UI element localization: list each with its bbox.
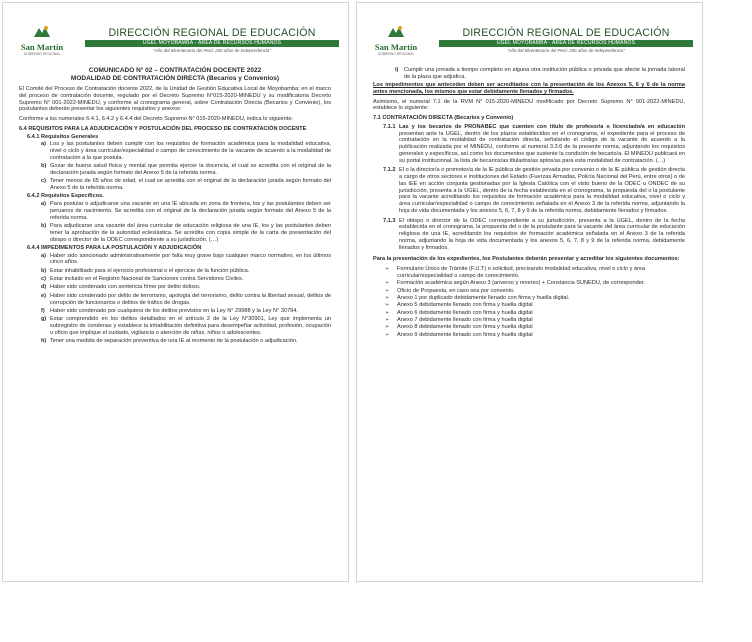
subsection-6-4-2: 6.4.2 Requisitos Específicos.: [27, 193, 104, 200]
list-item: [41, 163, 331, 177]
logo-name: San Martín: [20, 42, 64, 52]
list-item: [41, 316, 331, 336]
communique-title: [19, 67, 331, 82]
page-header: [367, 25, 692, 59]
impediments-list: [41, 253, 331, 345]
page-header: [13, 25, 338, 59]
arrow-bullet-icon: ➢: [385, 324, 390, 331]
item-letter: c): [41, 178, 46, 185]
general-requirements-list: [41, 141, 331, 191]
item-text: Formulario Único de Trámite (F.U.T) o solicitud, precisando modalidad educativa, nivel o ciclo y área curricular/especialidad o campo de conocimiento.: [397, 266, 646, 279]
numeral-text: presentan ante la UGEL, dentro de los plazos establecidos en el cronograma, el expediente para el proceso de contratación en la modalidad de contratación directa, señalando el código de la vacante de acuerdo a la publicación realizada por el MINEDU, conforme al numeral 3.3.6 de la presente norma, adjuntando los requisitos generales y específicos, así como los documentos que sustente la condición de becario/a. El MINEDU publicará en su portal institucional, la lista de becarios/as titulados/as aptos/as para esta modalidad de contratación. (…): [399, 130, 685, 164]
header-title: DIRECCIÓN REGIONAL DE EDUCACIÓN: [108, 27, 316, 39]
list-item: [395, 67, 685, 81]
item-letter: a): [41, 141, 46, 148]
header-subtitle: UGEL MOYOBAMBA - ÁREA DE RECURSOS HUMANOS: [85, 40, 339, 47]
item-text: Anexo 5 debidamente llenado con firma y huella digital: [397, 302, 533, 309]
numeral-7-1-2: [383, 167, 685, 214]
list-item: [41, 223, 331, 243]
arrow-bullet-icon: ➢: [385, 309, 390, 316]
arrow-bullet-icon: ➢: [385, 266, 390, 273]
header-motto: "Año del Bicentenario del Perú: 200 años de Independencia": [153, 48, 271, 53]
arrow-bullet-icon: ➢: [385, 294, 390, 301]
list-item: [41, 276, 331, 283]
logo-subtitle: GOBIERNO REGIONAL: [23, 52, 61, 56]
list-item: [41, 293, 331, 307]
item-text: Oficio de Propuesta, en caso sea por convenio.: [397, 287, 515, 294]
section-title: REQUISITOS PARA LA ADJUDICACIÓN Y POSTULACIÓN DEL PROCESO DE CONTRATACIÓN DOCENTE: [28, 125, 307, 132]
item-text: Tener menos de 65 años de edad, el cual se acredita con el original de la declaración jurada según formato del Anexo 5 de la referida norma.: [50, 178, 331, 192]
item-letter: c): [41, 276, 46, 283]
numeral-lead: Las y los becarios de PRONABEC que cuenten con título de profesor/a o licenciado/a en educación: [399, 123, 685, 130]
list-item: [41, 201, 331, 221]
arrow-bullet-icon: ➢: [385, 302, 390, 309]
item-letter: a): [41, 252, 46, 259]
header-text: [85, 27, 339, 54]
header-subtitle: UGEL MOYOBAMBA - ÁREA DE RECURSOS HUMANOS: [439, 40, 693, 47]
list-item: [385, 295, 685, 302]
logo: [13, 25, 71, 59]
list-item: [385, 288, 685, 295]
specific-requirements-list: [41, 201, 331, 243]
item-text: Cumplir una jornada a tiempo completo en alguna otra institución pública o privada que afecte la jornada laboral de la plaza que adjudica.: [404, 67, 685, 80]
item-letter: b): [41, 267, 47, 274]
list-item: [41, 268, 331, 275]
numeral-7-1-1: [383, 124, 685, 165]
impediments-note: Los impedimentos que anteceden deben ser acreditados con la presentación de los Anexos 5, 6 y 6 de la norma antes mencionada, los mismos que estar debidamente llenados y firmados.: [373, 82, 685, 95]
arrow-bullet-icon: ➢: [385, 331, 390, 338]
arrow-bullet-icon: ➢: [385, 316, 390, 323]
page-1: [3, 3, 348, 581]
arrow-bullet-icon: ➢: [385, 280, 390, 287]
page-1-content: [19, 67, 331, 346]
documents-list: [385, 266, 685, 338]
list-item: [41, 141, 331, 161]
documents-title: Para la presentación de los expedientes, los Postulantes deberán presentar y acreditar los siguientes documentos:: [373, 256, 680, 263]
item-text: Anexo 8 debidamente llenado con firma y huella digital: [397, 324, 533, 331]
header-text: [439, 27, 693, 54]
numeral-number: 7.1.1: [383, 123, 396, 130]
item-text: Anexo 9 debidamente llenado con firma y huella digital: [397, 331, 533, 338]
list-item: [385, 310, 685, 317]
impediments-list-continued: [395, 67, 685, 81]
list-item: [41, 178, 331, 192]
numeral-text: El obispo o director de la ODEC correspondiente a su jurisdicción, presenta a la UGEL, dentro de la fecha establecida en el cronograma, la propuesta del o de la postulante para la vacante del área curricular de educación religiosa de una IE, acreditando los requisitos de formación académica señalada en el Anexo 3 de la referida norma, adjuntando la hoja de vida documentada y los anexos 5, 6, 7, 8 y 9 de la referida norma, debidamente llenados y firmados.: [399, 217, 685, 251]
regional-logo-icon: [33, 25, 51, 38]
communique-title-line-2: MODALIDAD DE CONTRATACIÓN DIRECTA (Becarios y Convenios): [70, 74, 280, 82]
item-text: Anexo 7 debidamente llenado con firma y huella digital: [397, 316, 533, 323]
item-text: Estar comprendido en los delitos detallados en el artículo 2 de la Ley N°30901, Ley que implementa un subregistro de condenas y establece la inhabilitación definitiva para desempeñar actividad, profesión, ocupación u oficio que implique el cuidado, vigilancia o atención de niñas, niños o adolescentes.: [50, 316, 331, 336]
logo-name: San Martín: [374, 42, 418, 52]
section-6-4: [19, 126, 331, 133]
list-item: [385, 266, 685, 280]
numeral-number: 7.1.2: [383, 167, 396, 174]
asimismo-paragraph: Asimismo, el numeral 7.1 de la RVM N° 015-2020-MINEDU modificado por Decreto Supremo N° 001-2022-MINEDU, establece lo siguiente:: [373, 98, 685, 112]
item-letter: a): [41, 201, 46, 208]
item-text: Gozar de buena salud física y mental que permita ejercer la docencia, el cual se acredita con el original de la declaración jurada según formato del Anexo 5 de la referida norma.: [50, 163, 331, 177]
item-text: Los y las postulantes deben cumplir con los requisitos de formación académica para la modalidad educativa, nivel o ciclo y área curricular/especialidad o campo de conocimiento de la vacante de acuerdo a la modalidad de contratación a la que postula.: [50, 141, 331, 161]
item-text: Anexo 1 por duplicado debidamente llenado con firma y huella digital.: [397, 294, 570, 301]
communique-title-line-1: COMUNICADO N° 02 – CONTRATACIÓN DOCENTE 2022: [88, 67, 262, 74]
item-text: Anexo 6 debidamente llenado con firma y huella digital: [397, 309, 533, 316]
item-letter: b): [41, 223, 47, 230]
arrow-bullet-icon: ➢: [385, 287, 390, 294]
list-item: [41, 308, 331, 315]
item-text: Formación académica según Anexo 3 (anverso y reverso) + Constancia SUNEDU, de corresponder.: [397, 280, 645, 287]
item-letter: e): [41, 292, 46, 299]
numeral-7-1-3: [383, 218, 685, 252]
page-2: [357, 3, 702, 581]
item-letter: g): [41, 316, 47, 323]
item-text: Haber sido condenado por delito de terrorismo, apología del terrorismo, delito contra la libertad sexual, delitos de corrupción de funcionarios o delitos de tráfico de drogas.: [50, 292, 331, 306]
logo-subtitle: GOBIERNO REGIONAL: [377, 52, 415, 56]
section-7-1: 7.1 CONTRATACIÓN DIRECTA (Becarios y Convenio): [373, 115, 514, 122]
list-item: [385, 324, 685, 331]
list-item: [41, 284, 331, 291]
subsection-6-4-4: 6.4.4 IMPEDIMENTOS PARA LA POSTULACIÓN Y ADJUDICACIÓN: [27, 244, 202, 251]
numeral-number: 7.1.3: [383, 217, 396, 224]
regional-logo-icon: [387, 25, 405, 38]
header-motto: "Año del Bicentenario del Perú: 200 años de Independencia": [507, 48, 625, 53]
item-text: Para adjudicarse una vacante del área curricular de educación religiosa de una IE, los y las postulantes deben tener la aprobación de la autoridad eclesiástica. Se acredita con copia simple de la carta de presentación del obispo o director de la ODEC correspondiente a su jurisdicción. (…): [50, 223, 331, 243]
intro-paragraph: El Comité del Proceso de Contratación docente 2022, de la Unidad de Gestión Educativa Local de Moyobamba; en el marco del proceso de contratación docente, regulado por el Decreto Supremo N°015-2020-MINEDU y su modificatoria Decreto Supremo N° 001-2022-MINEDU, y conforme al cronograma general, sobre Contratación Directa (Becarios y Convenio), los postulantes deberán presentar los siguientes requisitos y anexos:: [19, 86, 331, 113]
section-number: 6.4: [19, 125, 27, 132]
subsection-6-4-1: 6.4.1 Requisitos Generales: [27, 133, 99, 140]
list-item: [385, 280, 685, 287]
list-item: [385, 332, 685, 339]
list-item: [385, 317, 685, 324]
item-letter: i): [395, 67, 399, 73]
item-text: Haber sido condenado por cualquiera de los delitos previstos en la Ley N° 29988 y la Ley N° 30794.: [50, 307, 298, 314]
header-title: DIRECCIÓN REGIONAL DE EDUCACIÓN: [462, 27, 670, 39]
item-letter: h): [41, 338, 47, 345]
item-text: Estar inhabilitado para el ejercicio profesional o el ejercicio de la función pública.: [50, 267, 250, 274]
numeral-text: El o la director/a o promotor/a de la IE pública de gestión privada por convenio o de la IE pública de gestión directa a cargo de otros sectores e instituciones del Estado (Fuerzas Armadas, Policía Nacional del Perú, entre otros) o de las IEE en acción conjunta gestionadas por la Iglesia Católica con el visto bueno de la ODEC u ONDEC de su jurisdicción, presenta a la UGEL, dentro de la fecha establecida en el cronograma, la propuesta del o la postulante para la vacante acreditando los requisitos de formación académica para la modalidad educativa, nivel o ciclo y área curricular/especialidad o campo de conocimiento señalada en el Anexo 3 de la referida norma, adjuntando la hoja de vida documentada y los anexos 5, 6, 7, 8 y 9 de la referida norma, debidamente llenados y firmados.: [399, 167, 685, 214]
item-letter: b): [41, 163, 47, 170]
item-text: Haber sido sancionado administrativamente por falta muy grave bajo cualquier marco normativo, en los últimos cinco años.: [50, 252, 331, 266]
list-item: [41, 338, 331, 345]
item-text: Haber sido condenado con sentencia firme por delito doloso.: [50, 284, 201, 291]
item-text: Tener una medida de separación preventiva de una IE al momento de la postulación o adjudicación.: [50, 338, 298, 345]
item-letter: d): [41, 284, 47, 291]
logo: [367, 25, 425, 59]
list-item: [41, 253, 331, 267]
item-text: Estar incluido en el Registro Nacional de Sanciones contra Servidores Civiles.: [50, 276, 244, 283]
item-text: Para postular o adjudicarse una vacante en una IE ubicada en zona de frontera, los y las postulantes deben ser peruanos de nacimiento. Se acredita con el original de la declaración jurada según formato del Anexo 5 de la referida norma.: [50, 201, 331, 221]
item-letter: f): [41, 307, 45, 314]
numerals-paragraph: Conforme a los numerales 6.4.1, 6.4.2 y 6.4.4 del Decreto Supremo N° 015-2020-MINEDU, indica lo siguiente:: [19, 116, 293, 123]
page-2-content: [373, 67, 685, 339]
list-item: [385, 302, 685, 309]
